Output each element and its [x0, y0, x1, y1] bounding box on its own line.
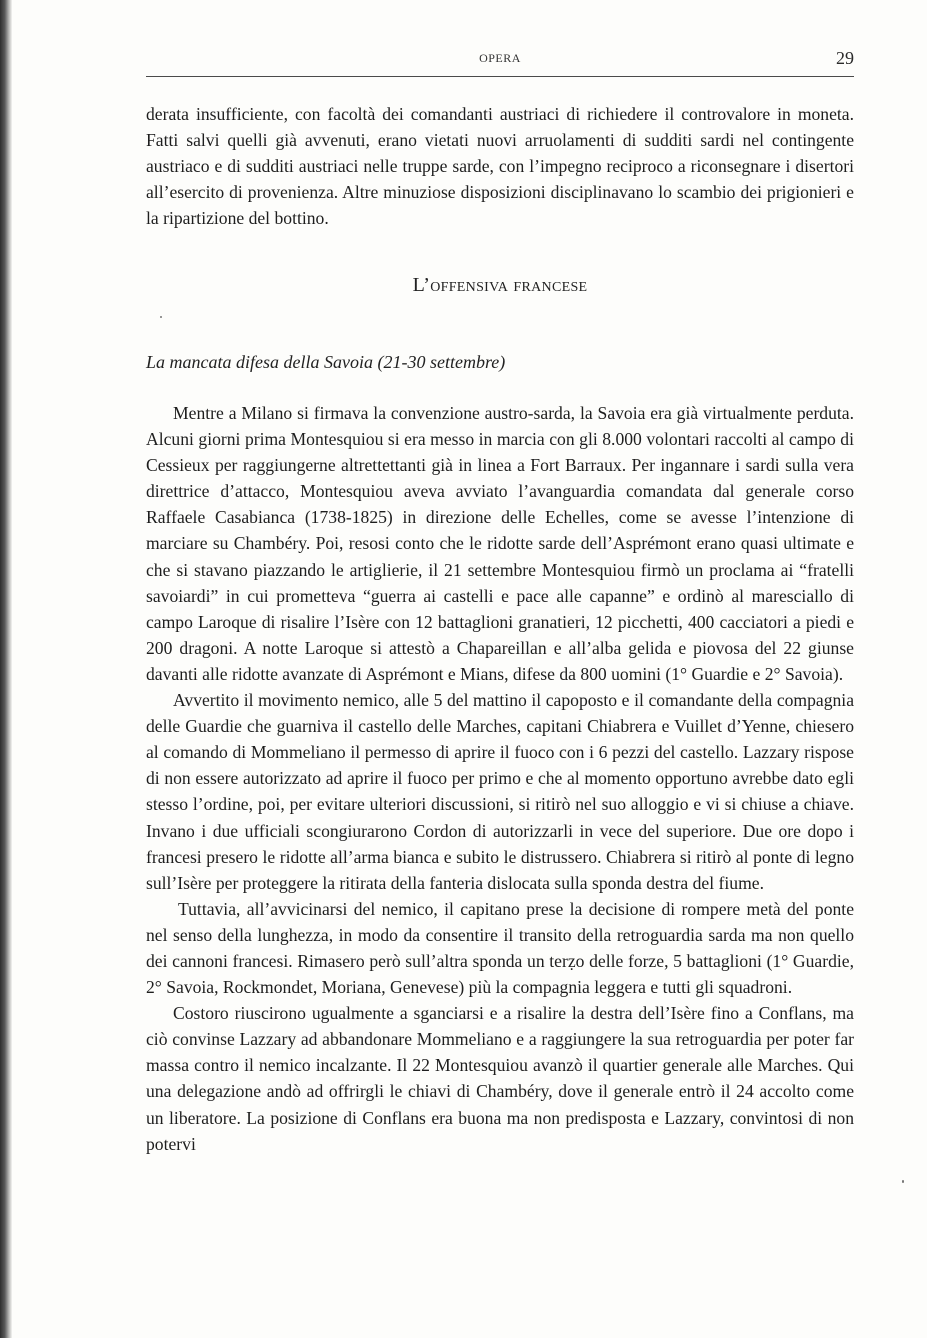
continued-paragraph: derata insufficiente, con facoltà dei comandanti austriaci di richiedere il controvalore in moneta. Fatti salvi quelli già avvenuti, erano vietati nuovi arruolamenti di sudditi sardi nel contingente austriaco e di sudditi austriaci nelle truppe sarde, con l’impegno reciproco a riconsegnare i disertori all’esercito di provenienza. Altre minuziose disposizioni disciplinavano lo scambio dei prigionieri e la ripartizione del bottino. — [146, 104, 854, 229]
paragraph: Tuttavia, all’avvicinarsi del nemico, il capitano prese la decisione di rompere metà del ponte nel senso della lunghezza, in modo da consentire il transito della retroguardia sarda ma non quello dei cannoni francesi. Rimasero però sull’altra sponda un terẓo delle forze, 5 battaglioni (1° Guardie, 2° Savoia, Rockmondet, Moriana, Genevese) più la compagnia leggera e tutti gli squadroni. — [146, 898, 854, 998]
subsection-heading: La mancata difesa della Savoia (21-30 settembre) — [146, 352, 506, 372]
paragraph: Avvertito il movimento nemico, alle 5 del mattino il capoposto e il comandante della compagnia delle Guardie che guarniva il castello delle Marches, capitani Chiabrera e Vuillet d’Yenne, chiesero al comando di Mommeliano il permesso di aprire il fuoco con i 6 pezzi del castello. Lazzary rispose di non essere autorizzato ad aprire il fuoco per primo e che al momento opportuno avrebbe dato egli stesso l’ordine, poi, per evitare ulteriori discussioni, si ritirò nel suo alloggio e vi si chiuse a chiave. Invano i due ufficiali scongiurarono Cordon di autorizzarli in vece del superiore. Due ore dopo i francesi presero le ridotte all’arma bianca e subito le distrussero. Chiabrera si ritirò al ponte di legno sull’Isère per proteggere la ritirata della fanteria dislocata sulla sponda destra del fiume. — [146, 690, 854, 893]
running-head — [146, 46, 854, 77]
paragraph: Costoro riuscirono ugualmente a sganciarsi e a risalire la destra dell’Isère fino a Conflans, ma ciò convinse Lazzary ad abbandonare Mommeliano e a raggiungere la sua retroguardia per poter far massa contro il nemico incalzante. Il 22 Montesquiou avanzò il quartier generale alle Marches. Qui una delegazione andò ad offrirgli le chiavi di Chambéry, dove il generale entrò il 24 accolto come un liberatore. La posizione di Conflans era buona ma non predisposta e Lazzary, convintosi di non potervi — [146, 1003, 854, 1154]
binding-shadow — [0, 0, 12, 1338]
scan-speck — [160, 316, 162, 318]
running-title: OPERA — [479, 51, 521, 65]
body-text — [146, 400, 854, 1157]
paragraph: Mentre a Milano si firmava la convenzione austro-sarda, la Savoia era già virtualmente perduta. Alcuni giorni prima Montesquiou si era messo in marcia con gli 8.000 volontari raccolti al campo di Cessieux per raggiungerne altrettettanti già in linea a Fort Barraux. Per ingannare i sardi sulla vera direttrice d’attacco, Montesquiou aveva avviato l’avanguardia comandata dal generale corso Raffaele Casabianca (1738-1825) in direzione delle Echelles, come se avesse l’intenzione di marciare su Chambéry. Poi, resosi conto che le ridotte sarde dell’Asprémont erano quasi ultimate e che si stavano piazzando le artiglierie, il 21 settembre Montesquiou firmò un proclama ai “fratelli savoiardi” in cui prometteva “guerra ai castelli e pace alle capanne” e ordinò al maresciallo di campo Laroque di risalire l’Isère con 12 battaglioni granatieri, 12 picchetti, 400 cacciatori a piedi e 200 dragoni. A notte Laroque si attestò a Chapareillan e all’alba gelida e piovosa del 22 giunse davanti alle ridotte avanzate di Asprémont e Mians, difese da 800 uomini (1° Guardie e 2° Savoia). — [146, 403, 854, 684]
continued-paragraph-block — [146, 101, 854, 231]
book-page — [146, 0, 854, 1338]
page-number: 29 — [836, 48, 854, 68]
scan-speck — [902, 1180, 904, 1183]
section-heading: L’offensiva francese — [412, 274, 588, 296]
